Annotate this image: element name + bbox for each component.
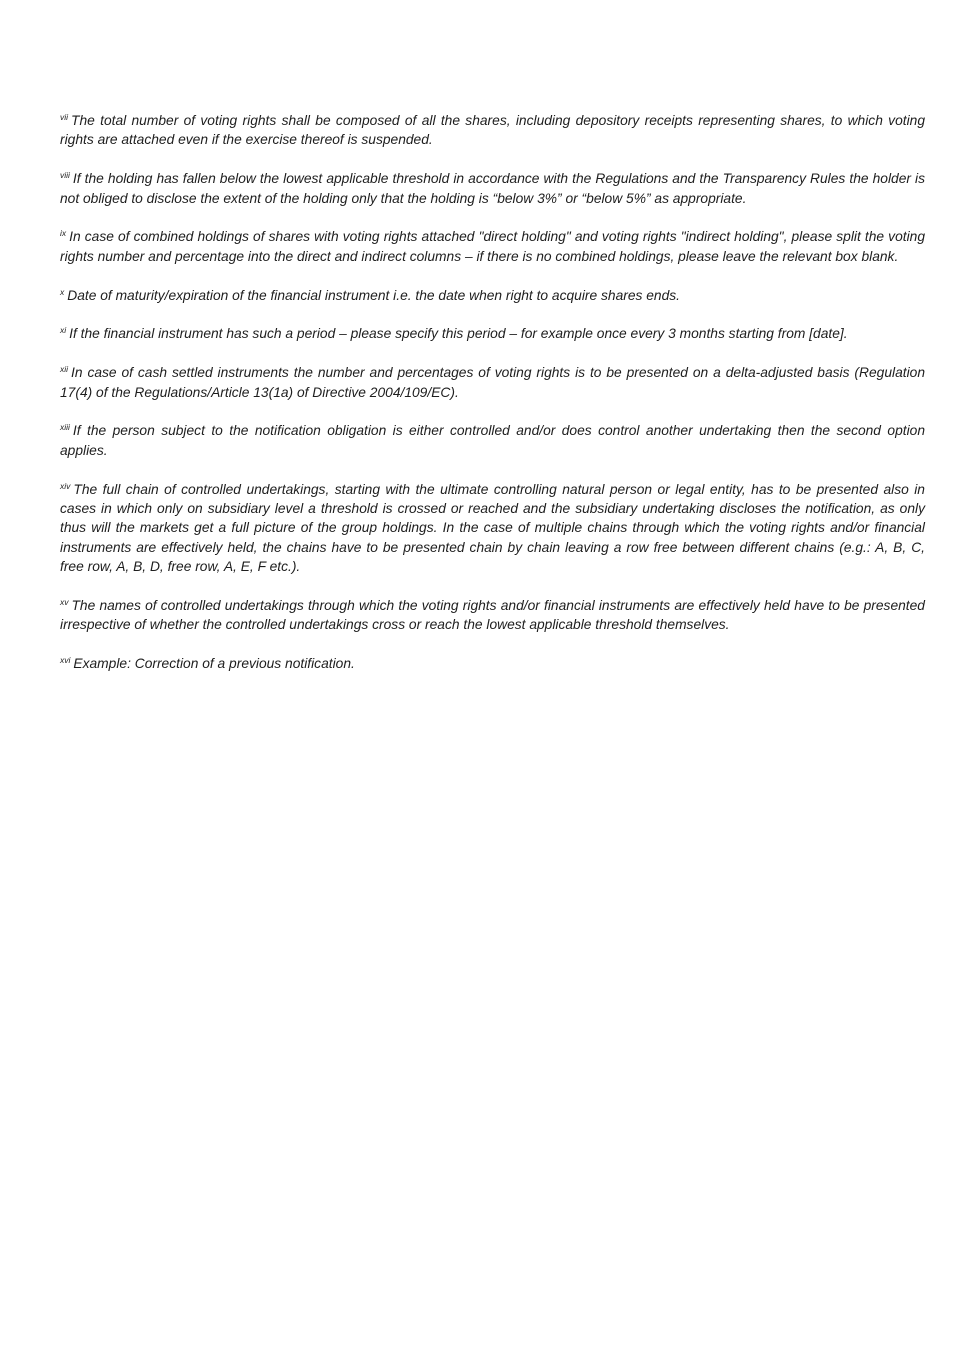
footnote-xiv-marker: xiv <box>60 480 71 491</box>
footnote-xiii-marker: xiii <box>60 422 70 433</box>
footnote-xii-marker: xii <box>60 364 69 375</box>
footnote-xiv-text: The full chain of controlled undertakings, starting with the ultimate controlling natural person or legal entity, has to be presented also in cases in which only on subsidiary level a threshold is crossed or reached and the subsidiary undertaking discloses the notification, as only thus will the markets get a full picture of the group holdings. In the case of multiple chains through which the voting rights and/or financial instruments are effectively held, the chains have to be presented chain by chain leaving a row free between different chains (e.g.: A, B, C, free row, A, B, D, free row, A, E, F etc.). <box>60 481 925 575</box>
footnote-viii <box>60 169 925 208</box>
footnote-xv-text: The names of controlled undertakings through which the voting rights and/or financial instruments are effectively held have to be presented irrespective of whether the controlled undertakings cross or reach the lowest applicable threshold themselves. <box>60 598 925 633</box>
footnote-xvi-text: Example: Correction of a previous notification. <box>73 656 355 672</box>
footnote-x-text: Date of maturity/expiration of the financial instrument i.e. the date when right to acquire shares ends. <box>67 287 681 303</box>
footnote-viii-text: If the holding has fallen below the lowest applicable threshold in accordance with the Regulations and the Transparency Rules the holder is not obliged to disclose the extent of the holding only that the holding is “below 3%” or “below 5%” as appropriate. <box>60 171 925 206</box>
footnote-xvi-marker: xvi <box>60 655 71 666</box>
footnote-xi-text: If the financial instrument has such a period – please specify this period – for example once every 3 months starting from [date]. <box>69 326 848 342</box>
footnote-ix <box>60 227 925 266</box>
footnote-x <box>60 286 925 305</box>
footnote-vii-marker: vii <box>60 112 69 122</box>
footnote-xiv <box>60 480 925 577</box>
footnote-xv-marker: xv <box>60 597 69 608</box>
footnote-xvi <box>60 654 925 673</box>
footnote-xiii <box>60 421 925 460</box>
footnote-ix-text: In case of combined holdings of shares with voting rights attached "direct holding" and voting rights "indirect holding", please split the voting rights number and percentage into the direct and indirect columns – if there is no combined holdings, please leave the relevant box blank. <box>60 229 925 264</box>
footnote-xv <box>60 596 925 635</box>
footnote-xi <box>60 324 925 343</box>
footnote-xii-text: In case of cash settled instruments the number and percentages of voting rights is to be presented on a delta-adjusted basis (Regulation 17(4) of the Regulations/Article 13(1a) of Directive 2004/109/EC). <box>60 365 925 400</box>
footnote-viii-marker: viii <box>60 170 70 181</box>
footnote-xii <box>60 363 925 402</box>
footnote-ix-marker: ix <box>60 228 67 239</box>
footnote-vii <box>60 111 925 150</box>
footnote-xi-marker: xi <box>60 325 67 336</box>
footnote-vii-text: The total number of voting rights shall be composed of all the shares, including depository receipts representing shares, to which voting rights are attached even if the exercise thereof is suspended. <box>60 113 925 148</box>
footnote-x-marker: x <box>60 286 65 297</box>
footnote-xiii-text: If the person subject to the notification obligation is either controlled and/or does control another undertaking then the second option applies. <box>60 423 925 458</box>
